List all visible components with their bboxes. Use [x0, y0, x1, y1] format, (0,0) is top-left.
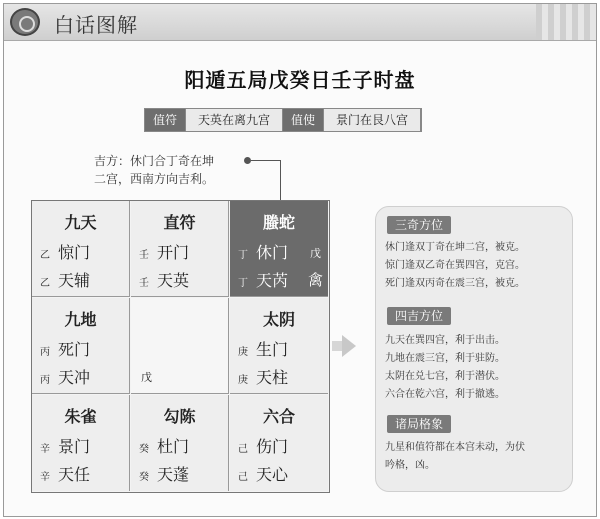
- palace-door-row: [40, 240, 90, 263]
- sanqi-line: 休门逢双丁奇在坤二宫，被克。: [385, 242, 525, 253]
- palace-gen-8: [32, 395, 130, 491]
- palace-star: 天柱: [256, 368, 289, 387]
- palace-star-row: [238, 365, 288, 388]
- palace-god: 勾陈: [163, 407, 196, 426]
- palace-star-row: [139, 462, 189, 485]
- geju-title: 诸局格象: [387, 415, 451, 433]
- star-stem: 壬: [139, 278, 149, 289]
- sanqi-line: 惊门逢双乙奇在巽四宫，克宫。: [385, 260, 525, 271]
- header-bar: [4, 4, 596, 41]
- door-stem: 壬: [139, 250, 149, 261]
- palace-door: 生门: [256, 340, 289, 359]
- palace-god: 直符: [163, 213, 196, 232]
- palace-door: 休门: [256, 243, 289, 262]
- door-stem: 乙: [40, 250, 50, 261]
- zhifu-zhishi-bar: [144, 108, 422, 132]
- palace-god: 六合: [262, 407, 295, 426]
- star-stem: 己: [238, 472, 248, 483]
- siji-line: 太阴在兑七宫，利于潜伏。: [385, 371, 505, 382]
- palace-door: 死门: [58, 340, 91, 359]
- palace-star-row: [238, 268, 288, 291]
- header-title: 白话图解: [54, 13, 138, 37]
- siji-text: [385, 332, 569, 404]
- palace-god: 九地: [64, 310, 97, 329]
- palace-door: 景门: [58, 437, 91, 456]
- palace-kun-2-highlighted: [230, 201, 328, 297]
- extra-stem: 戊: [310, 247, 321, 260]
- palace-star: 天任: [58, 465, 91, 484]
- star-stem: 庚: [238, 375, 248, 386]
- palace-qian-6: [230, 395, 328, 491]
- note-line-2: 二宫，西南方向吉利。: [94, 172, 215, 186]
- arrow-right-icon: [342, 335, 356, 357]
- palace-door-row: [139, 434, 189, 457]
- sanqi-title: 三奇方位: [387, 216, 451, 234]
- palace-door: 开门: [157, 243, 190, 262]
- palace-star: 天辅: [58, 271, 91, 290]
- palace-star-row: [40, 365, 90, 388]
- palace-center-5: [131, 298, 229, 394]
- palace-star: 天芮: [256, 271, 289, 290]
- palace-xun-4: [32, 201, 130, 297]
- star-stem: 丁: [238, 278, 248, 289]
- palace-god: 九天: [64, 213, 97, 232]
- arrow-icon-tail: [332, 341, 342, 351]
- geju-line: 九星和值符都在本宫未动，为伏: [385, 442, 525, 453]
- auspicious-note: [94, 152, 264, 188]
- palace-god: 太阴: [262, 310, 295, 329]
- page-title: 阳遁五局戊癸日壬子时盘: [184, 68, 416, 92]
- palace-door-row: [238, 434, 288, 457]
- palace-door-row: [40, 337, 90, 360]
- zhishi-label: 值使: [283, 109, 323, 131]
- star-stem: 丙: [40, 375, 50, 386]
- star-stem: 辛: [40, 472, 50, 483]
- header-decoration: [536, 4, 596, 40]
- callout-line: [251, 160, 281, 161]
- palace-door-row: [238, 240, 288, 263]
- palace-door: 惊门: [58, 243, 91, 262]
- siji-line: 六合在乾六宫，利于撤逃。: [385, 389, 505, 400]
- siji-title: 四吉方位: [387, 307, 451, 325]
- qimen-chart-grid: [31, 200, 330, 493]
- geju-line: 吟格，凶。: [385, 460, 435, 471]
- palace-god: 螣蛇: [262, 213, 295, 232]
- palace-star-row: [139, 268, 189, 291]
- note-line-1: 吉方：休门合丁奇在坤: [94, 154, 215, 168]
- palace-star-row: [238, 462, 288, 485]
- logo-icon: [10, 8, 40, 36]
- door-stem: 己: [238, 444, 248, 455]
- palace-kan-1: [131, 395, 229, 491]
- callout-line: [280, 160, 281, 203]
- palace-door-row: [238, 337, 288, 360]
- palace-star: 天蓬: [157, 465, 190, 484]
- palace-star-row: [40, 268, 90, 291]
- extra-star: 禽: [308, 271, 324, 289]
- callout-dot: [244, 157, 251, 164]
- palace-door-row: [139, 240, 189, 263]
- siji-line: 九天在巽四宫，利于出击。: [385, 335, 505, 346]
- door-stem: 辛: [40, 444, 50, 455]
- door-stem: 癸: [139, 444, 149, 455]
- palace-dui-7: [230, 298, 328, 394]
- zhifu-label: 值符: [145, 109, 185, 131]
- analysis-panel: [375, 206, 573, 492]
- zhishi-value: 景门在艮八宫: [323, 109, 421, 131]
- siji-line: 九地在震三宫，利于驻防。: [385, 353, 505, 364]
- palace-zhen-3: [32, 298, 130, 394]
- sanqi-line: 死门逢双丙奇在震三宫，被克。: [385, 278, 525, 289]
- sanqi-text: [385, 239, 569, 293]
- palace-star: 天冲: [58, 368, 91, 387]
- star-stem: 癸: [139, 472, 149, 483]
- center-stem: 戊: [141, 371, 152, 384]
- door-stem: 庚: [238, 347, 248, 358]
- page-frame: [3, 3, 597, 517]
- palace-door: 伤门: [256, 437, 289, 456]
- geju-text: [385, 439, 569, 475]
- door-stem: 丙: [40, 347, 50, 358]
- star-stem: 乙: [40, 278, 50, 289]
- palace-door-row: [40, 434, 90, 457]
- palace-star-row: [40, 462, 90, 485]
- palace-door: 杜门: [157, 437, 190, 456]
- door-stem: 丁: [238, 250, 248, 261]
- palace-god: 朱雀: [64, 407, 97, 426]
- zhifu-value: 天英在离九宫: [185, 109, 283, 131]
- palace-star: 天心: [256, 465, 289, 484]
- palace-li-9: [131, 201, 229, 297]
- palace-star: 天英: [157, 271, 190, 290]
